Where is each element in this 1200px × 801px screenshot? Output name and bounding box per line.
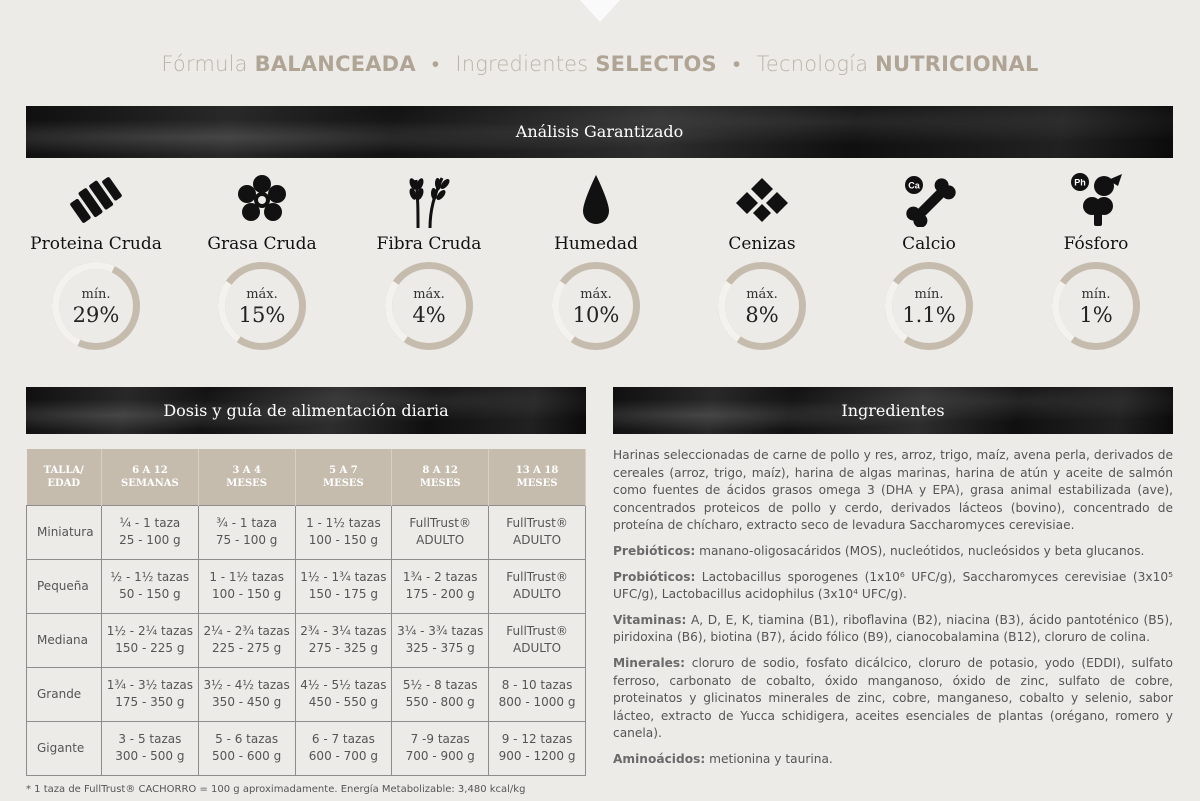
table-cell: 5 - 6 tazas 500 - 600 g [198, 721, 295, 775]
nutrient-value: 4% [412, 303, 446, 327]
ingredients-text [613, 447, 1173, 777]
table-header-row [27, 449, 586, 505]
tagline-separator: • [431, 52, 440, 76]
nutrient-name: Cenizas [728, 234, 796, 254]
ingredients-banner: Ingredientes [613, 387, 1173, 434]
header-col: 3 A 4 MESES [198, 449, 295, 505]
nutrient-ash [678, 170, 846, 360]
row-label: Pequeña [27, 559, 102, 613]
nutrients-row [12, 170, 1188, 360]
nutrient-name: Fósforo [1063, 234, 1129, 254]
nutrient-limit: máx. [413, 287, 445, 302]
nutrient-value: 10% [572, 303, 620, 327]
nutrient-ring [1052, 262, 1140, 350]
ingredients-main: Harinas seleccionadas de carne de pollo y res, arroz, trigo, maíz, avena perla, derivados de cereales (arroz, trigo, maíz), harina de algas marinas, harina de atún y aceite de salmón como fuentes de ácidos grasos omega 3 (DHA y EPA), grasa animal estabilizada (ave), concentrados proteicos de pollo y cerdo, derivados lácteos (bovino), concentrado de proteína de chícharo, extracto seco de levadura Saccharomyces cerevisiae. [613, 448, 1173, 533]
analysis-banner: Análisis Garantizado [26, 106, 1173, 158]
nutrient-name: Proteina Cruda [30, 234, 162, 254]
header-col: 8 A 12 MESES [392, 449, 489, 505]
wheat-icon [345, 172, 513, 228]
table-row [27, 721, 586, 775]
nutrient-ring [52, 262, 140, 350]
table-cell: FullTrust® ADULTO [489, 559, 586, 613]
nutrient-ring [218, 262, 306, 350]
phosphorus-badge: Ph [1074, 177, 1086, 188]
table-cell: 3 - 5 tazas 300 - 500 g [101, 721, 198, 775]
nutrient-name: Fibra Cruda [376, 234, 482, 254]
nutrient-value: 8% [745, 303, 779, 327]
table-cell: 5½ - 8 tazas 550 - 800 g [392, 667, 489, 721]
nutrient-ring [885, 262, 973, 350]
table-cell: 1 - 1½ tazas 100 - 150 g [295, 505, 392, 559]
table-row [27, 667, 586, 721]
prebiotics: Prebióticos: manano-oligosacáridos (MOS), nucleótidos, nucleósidos y beta glucanos. [613, 543, 1145, 558]
nutrient-limit: mín. [1081, 287, 1111, 302]
table-cell: FullTrust® ADULTO [392, 505, 489, 559]
row-label: Gigante [27, 721, 102, 775]
vitamins: Vitaminas: A, D, E, K, tiamina (B1), riboflavina (B2), niacina (B3), ácido pantoténico (B5), piridoxina (B6), biotina (B7), ácido fólico (B9), cianocobalamina (B12), cloruro de colina. [613, 612, 1173, 645]
probiotics: Probióticos: Lactobacillus sporogenes (1x10⁶ UFC/g), Saccharomyces cerevisiae (3x10⁵ UFC/g), Lactobacillus acidophilus (3x10⁴ UFC/g). [613, 569, 1173, 602]
nutrient-limit: máx. [580, 287, 612, 302]
header-col: 6 A 12 SEMANAS [101, 449, 198, 505]
nutrient-fiber [345, 170, 513, 360]
table-row [27, 505, 586, 559]
header-notch [580, 0, 620, 22]
row-label: Miniatura [27, 505, 102, 559]
nutrient-protein [12, 170, 180, 360]
nutrient-limit: máx. [246, 287, 278, 302]
ash-icon [678, 172, 846, 228]
table-cell: 7 -9 tazas 700 - 900 g [392, 721, 489, 775]
calcium-badge: Ca [908, 180, 920, 191]
tagline-part-3: Tecnología NUTRICIONAL [756, 52, 1039, 76]
tagline-part-1: Fórmula BALANCEADA [161, 52, 416, 76]
tagline-separator: • [732, 52, 741, 76]
amino-acids: Aminoácidos: metionina y taurina. [613, 751, 833, 766]
table-row [27, 613, 586, 667]
tagline-part-2: Ingredientes SELECTOS [455, 52, 717, 76]
table-cell: ½ - 1½ tazas 50 - 150 g [101, 559, 198, 613]
nutrient-value: 1% [1079, 303, 1113, 327]
table-cell: 1½ - 2¼ tazas 150 - 225 g [101, 613, 198, 667]
nutrient-fat [178, 170, 346, 360]
table-cell: ¼ - 1 taza 25 - 100 g [101, 505, 198, 559]
table-cell: 1¾ - 3½ tazas 175 - 350 g [101, 667, 198, 721]
row-label: Grande [27, 667, 102, 721]
feeding-guide-banner: Dosis y guía de alimentación diaria [26, 387, 586, 434]
table-cell: 9 - 12 tazas 900 - 1200 g [489, 721, 586, 775]
feeding-table [26, 449, 586, 776]
table-cell: 1 - 1½ tazas 100 - 150 g [198, 559, 295, 613]
nutrient-ring [385, 262, 473, 350]
nutrient-calcium [845, 170, 1013, 360]
drop-icon [512, 172, 680, 228]
table-cell: 6 - 7 tazas 600 - 700 g [295, 721, 392, 775]
fat-icon [178, 172, 346, 228]
nutrient-ring [552, 262, 640, 350]
row-label: Mediana [27, 613, 102, 667]
table-cell: 1½ - 1¾ tazas 150 - 175 g [295, 559, 392, 613]
table-cell: 1¾ - 2 tazas 175 - 200 g [392, 559, 489, 613]
nutrient-ring [718, 262, 806, 350]
table-cell: 2¾ - 3¼ tazas 275 - 325 g [295, 613, 392, 667]
phosphorus-icon [1012, 172, 1180, 228]
nutrient-limit: mín. [914, 287, 944, 302]
table-cell: 3¼ - 3¾ tazas 325 - 375 g [392, 613, 489, 667]
nutrient-phosphorus [1012, 170, 1180, 360]
table-cell: 3½ - 4½ tazas 350 - 450 g [198, 667, 295, 721]
minerals: Minerales: cloruro de sodio, fosfato dicálcico, cloruro de potasio, yodo (EDDI), sulfato ferroso, carbonato de cobalto, óxido manganoso, óxido de zinc, sulfato de cobre, proteinatos y glicinatos minerales de zinc, cobre, manganeso, cobalto y selenio, sabor lácteo, extracto de Yucca schidigera, aceites esenciales de plantas (orégano, romero y canela). [613, 655, 1173, 741]
header-col: 5 A 7 MESES [295, 449, 392, 505]
header-col: 13 A 18 MESES [489, 449, 586, 505]
nutrient-value: 1.1% [902, 303, 956, 327]
nutrient-name: Grasa Cruda [207, 234, 317, 254]
nutrient-humidity [512, 170, 680, 360]
header-size-age: TALLA/ EDAD [27, 449, 102, 505]
bone-icon [845, 172, 1013, 228]
nutrient-name: Calcio [902, 234, 956, 254]
table-cell: ¾ - 1 taza 75 - 100 g [198, 505, 295, 559]
table-cell: 4½ - 5½ tazas 450 - 550 g [295, 667, 392, 721]
table-cell: 2¼ - 2¾ tazas 225 - 275 g [198, 613, 295, 667]
tagline [0, 52, 1200, 77]
nutrient-limit: máx. [746, 287, 778, 302]
protein-icon [12, 172, 180, 228]
table-cell: 8 - 10 tazas 800 - 1000 g [489, 667, 586, 721]
nutrient-name: Humedad [554, 234, 638, 254]
nutrient-value: 15% [238, 303, 286, 327]
footnote: * 1 taza de FullTrust® CACHORRO = 100 g aproximadamente. Energía Metabolizable: 3,480 kcal/kg [26, 784, 526, 795]
nutrient-limit: mín. [81, 287, 111, 302]
nutrient-value: 29% [72, 303, 120, 327]
table-cell: FullTrust® ADULTO [489, 613, 586, 667]
table-row [27, 559, 586, 613]
table-cell: FullTrust® ADULTO [489, 505, 586, 559]
